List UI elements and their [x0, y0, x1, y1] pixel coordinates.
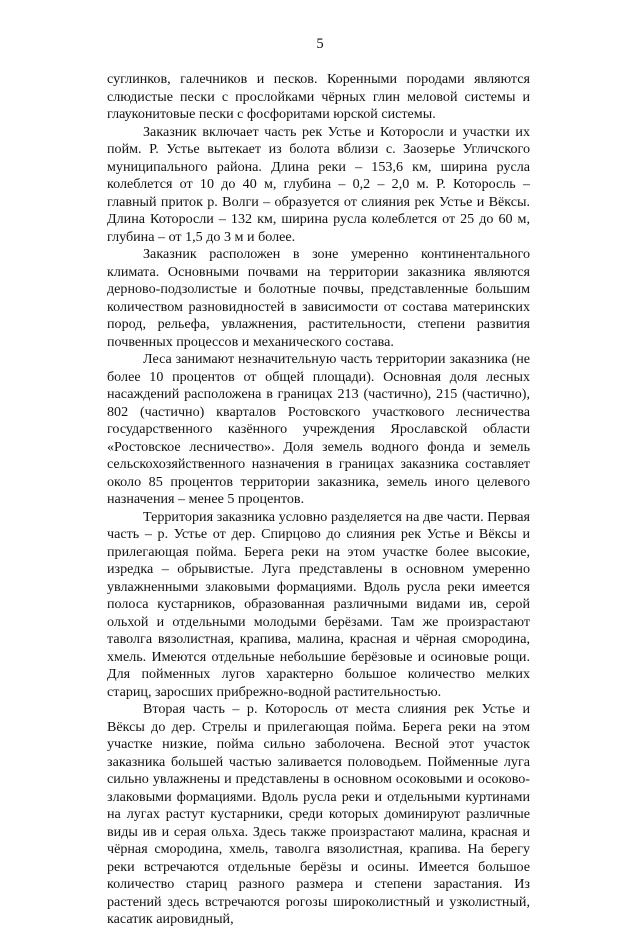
paragraph-continued: суглинков, галечников и песков. Коренными породами являются слюдистые пески с прослойками чёрных глин меловой системы и глауконитовые пески с фосфоритами юрской системы. — [107, 71, 530, 122]
paragraph-first-part: Территория заказника условно разделяется на две части. Первая часть – р. Устье от дер. Спирцово до слияния рек Устье и Вёксы и прилегающая пойма. Берега реки на этом участке более высокие, изредка – обрывистые. Луга представлены в основном умеренно увлажненными злаковыми формациями. Вдоль русла реки имеется полоса кустарников, образованная различными видами ив, серой ольхой и отдельными молодыми берёзами. Там же произрастают таволга вязолистная, крапива, малина, красная и чёрная смородина, хмель. Имеются отдельные небольшие берёзовые и осиновые рощи. Для пойменных лугов характерно большое количество мелких стариц, заросших прибрежно-водной растительностью. — [107, 508, 530, 700]
paragraph-second-part: Вторая часть – р. Которосль от места слияния рек Устье и Вёксы до дер. Стрелы и прилегающая пойма. Берега реки на этом участке низкие, пойма сильно заболочена. Весной этот участок заказника большей частью заливается половодьем. Пойменные луга сильно увлажнены и представлены в основном осоковыми и осоково-злаковыми формациями. Вдоль русла реки и отдельными куртинами на лугах растут кустарники, среди которых доминируют различные виды ив и серая ольха. Здесь также произрастают малина, красная и чёрная смородина, хмель, таволга вязолистная, крапива. На берегу реки встречаются отдельные берёзы и осины. Имеется большое количество стариц разного размера и степени зарастания. Из растений здесь встречаются рогозы широколистный и узколистный, касатик аировидный, — [107, 701, 530, 927]
page-number: 5 — [316, 36, 324, 52]
paragraph-rivers: Заказник включает часть рек Устье и Которосли и участки их пойм. Р. Устье вытекает из болота вблизи с. Заозерье Угличского муниципального района. Длина реки – 153,6 км, ширина русла колеблется от 10 до 40 м, глубина – 0,2 – 2,0 м. Р. Которосль – главный приток р. Волги – образуется от слияния рек Устье и Вёксы. Длина Которосли – 132 км, ширина русла колеблется от 25 до 60 м, глубина – от 1,5 до 3 м и более. — [107, 123, 530, 245]
document-body — [107, 71, 530, 929]
paragraph-climate-soils: Заказник расположен в зоне умеренно континентального климата. Основными почвами на территории заказника являются дерново-подзолистые и болотные почвы, представленные большим количеством разновидностей в зависимости от состава материнских пород, рельефа, увлажнения, растительности, степени развития почвенных процессов и механического состава. — [107, 246, 530, 350]
paragraph-forests: Леса занимают незначительную часть территории заказника (не более 10 процентов от общей площади). Основная доля лесных насаждений расположена в границах 213 (частично), 215 (частично), 802 (частично) кварталов Ростовского участкового лесничества государственного казённого учреждения Ярославской области «Ростовское лесничество». Доля земель водного фонда и земель сельскохозяйственного назначения в границах заказника составляет около 85 процентов территории заказника, земель иного целевого назначения – менее 5 процентов. — [107, 351, 530, 507]
